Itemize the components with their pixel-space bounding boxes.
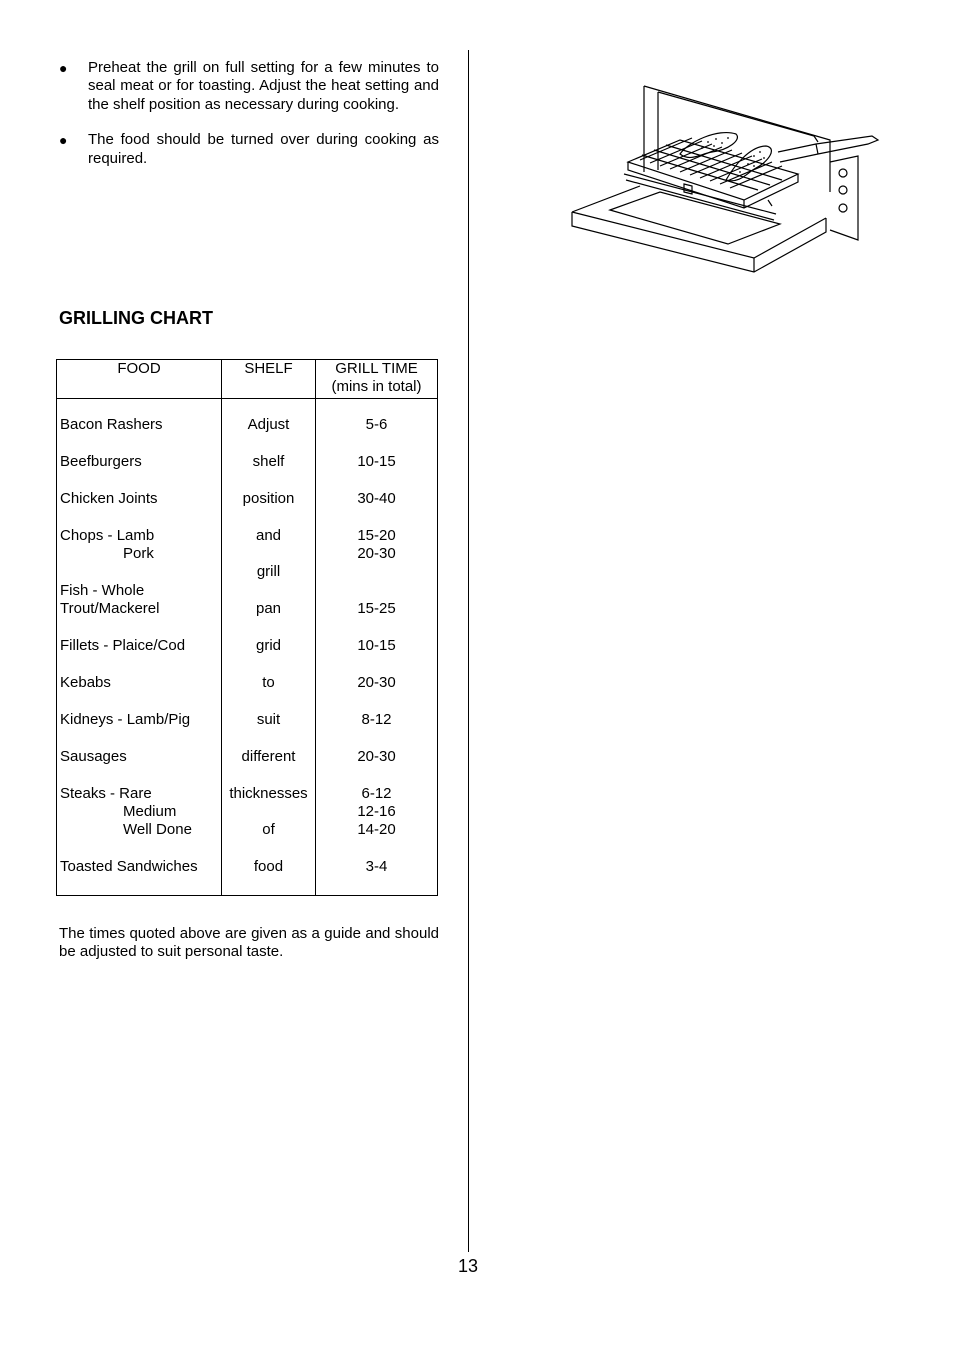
time-cell: 10-15: [357, 637, 396, 655]
shelf-cell: grill: [256, 563, 281, 581]
bullet-dot-icon: ●: [59, 132, 68, 149]
food-cell: Beefburgers: [60, 452, 142, 470]
food-cell: Kidneys - Lamb/Pig: [60, 710, 191, 728]
bullet-item: [59, 59, 439, 114]
time-cell: 15-20: [357, 526, 396, 544]
time-cell: 3-4: [365, 858, 388, 876]
time-cell: 20-30: [357, 747, 396, 765]
shelf-cell: of: [262, 821, 275, 839]
food-cell: [60, 563, 221, 581]
instruction-bullets: [59, 59, 439, 185]
shelf-column: [222, 399, 316, 896]
shelf-cell: suit: [256, 710, 281, 728]
header-grill-time: [316, 360, 438, 399]
shelf-cell: position: [242, 489, 295, 507]
time-cell: [316, 563, 437, 581]
shelf-cell: shelf: [252, 452, 285, 470]
table-header-row: [57, 360, 438, 399]
bullet-dot-icon: ●: [59, 60, 68, 76]
food-cell: Medium: [123, 803, 177, 821]
food-cell: Trout/Mackerel: [60, 600, 160, 618]
food-cell: Fish - Whole: [60, 581, 145, 599]
guide-note: The times quoted above are given as a guide and should be adjusted to suit personal taste.: [59, 925, 439, 961]
time-cell: 14-20: [357, 821, 396, 839]
header-shelf: SHELF: [222, 360, 316, 399]
food-cell: Sausages: [60, 747, 127, 765]
food-cell: Chops - Lamb: [60, 526, 155, 544]
time-cell: 15-25: [357, 600, 396, 618]
time-cell: 30-40: [357, 489, 396, 507]
grill-time-column: [316, 399, 438, 896]
header-grill-time-line2: (mins in total): [331, 378, 422, 396]
oven-grill-pan-icon: [568, 82, 880, 276]
shelf-cell: pan: [255, 600, 282, 618]
food-column: [57, 399, 222, 896]
grilling-chart-table: [56, 359, 438, 896]
food-cell: Steaks - Rare: [60, 784, 152, 802]
food-cell: Toasted Sandwiches: [60, 858, 198, 876]
time-cell: 10-15: [357, 452, 396, 470]
column-divider: [468, 50, 469, 1252]
food-cell: Pork: [123, 545, 154, 563]
bullet-text: The food should be turned over during cooking as required.: [88, 131, 439, 167]
shelf-cell: thicknesses: [229, 784, 308, 802]
shelf-cell: Adjust: [247, 416, 290, 433]
shelf-cell: to: [262, 674, 275, 692]
time-cell: 6-12: [361, 784, 392, 802]
page-number: 13: [458, 1256, 479, 1276]
time-cell: 8-12: [361, 710, 392, 728]
shelf-cell: grid: [255, 637, 281, 655]
time-cell: [316, 582, 437, 600]
table-body-row: [57, 399, 438, 896]
grilling-chart-heading: GRILLING CHART: [59, 308, 213, 328]
shelf-cell: food: [253, 858, 284, 876]
food-cell: Fillets - Plaice/Cod: [60, 637, 186, 655]
food-cell: Kebabs: [60, 674, 111, 692]
bullet-item: [59, 131, 439, 168]
shelf-cell: different: [241, 747, 296, 765]
time-cell: 12-16: [357, 803, 396, 821]
header-grill-time-line1: GRILL TIME: [335, 360, 418, 377]
time-cell: 20-30: [357, 545, 396, 563]
bullet-text: Preheat the grill on full setting for a few minutes to seal meat or for toasting. Adjust the heat setting and the shelf position as necessary during cooking.: [88, 59, 439, 113]
food-cell: Well Done: [123, 821, 192, 839]
food-cell: Chicken Joints: [60, 489, 158, 507]
food-cell: Bacon Rashers: [60, 416, 163, 433]
time-cell: 20-30: [357, 674, 396, 692]
shelf-cell: [222, 582, 315, 600]
shelf-cell: [222, 803, 315, 821]
header-food: FOOD: [57, 360, 222, 399]
shelf-cell: [222, 545, 315, 563]
shelf-cell: and: [255, 526, 282, 544]
time-cell: 5-6: [365, 416, 388, 433]
